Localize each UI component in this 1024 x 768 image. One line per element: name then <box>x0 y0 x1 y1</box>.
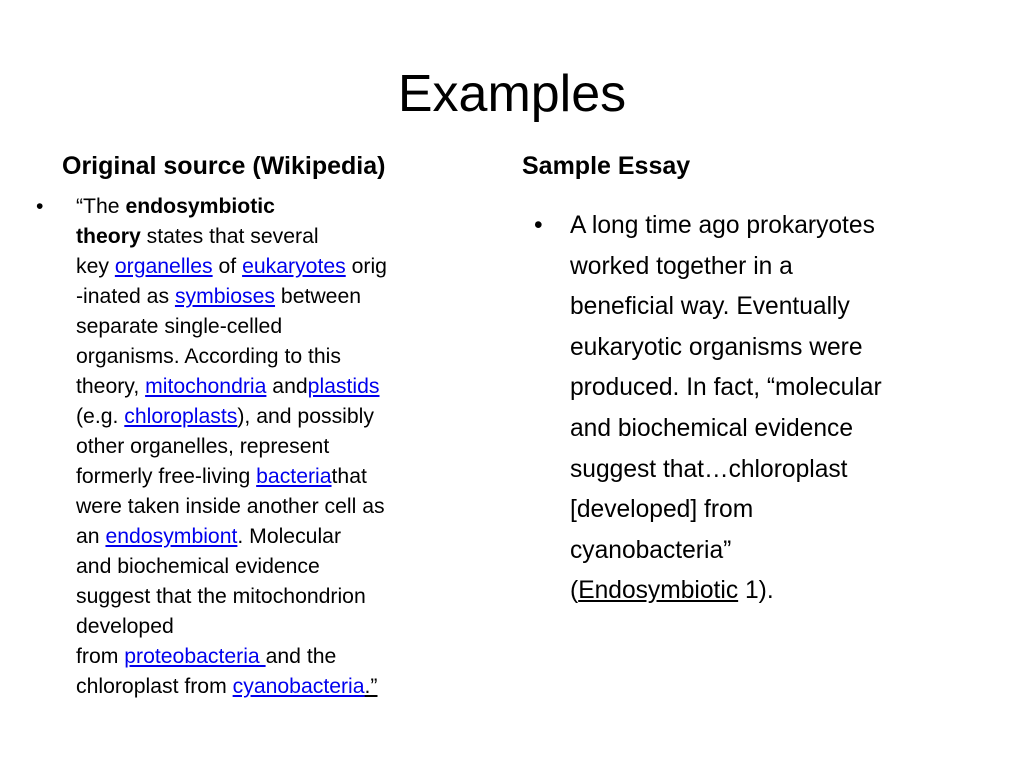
quote-line <box>76 522 506 552</box>
bullet-marker: • <box>534 212 543 239</box>
quote-line <box>76 402 506 432</box>
original-source-quote <box>36 192 506 702</box>
quote-line <box>76 222 506 252</box>
quote-line <box>76 282 506 312</box>
right-column-heading: Sample Essay <box>522 152 691 180</box>
left-column-heading: Original source (Wikipedia) <box>62 152 386 180</box>
slide-title: Examples <box>397 65 627 123</box>
quote-line: and biochemical evidence <box>76 555 320 578</box>
link-symbioses[interactable]: symbioses <box>174 285 276 308</box>
bold-term: endosymbiotic <box>125 195 275 218</box>
quote-line: were taken inside another cell as <box>76 495 385 518</box>
link-plastids[interactable]: plastids <box>307 375 380 398</box>
citation-endosymbiotic: Endosymbiotic <box>578 577 739 605</box>
quote-fragment: an <box>76 525 106 548</box>
quote-fragment: and <box>266 375 308 398</box>
quote-fragment: (e.g. <box>76 405 125 428</box>
essay-fragment: ( <box>570 577 579 605</box>
essay-line: worked together in a <box>570 252 793 280</box>
essay-line: suggest that…chloroplast <box>570 455 848 483</box>
quote-line <box>76 192 506 222</box>
bold-term: theory <box>76 225 141 248</box>
quote-fragment: . Molecular <box>237 525 342 548</box>
quote-line <box>76 462 506 492</box>
quote-text <box>76 192 506 702</box>
quote-fragment: orig <box>345 255 387 278</box>
quote-fragment: .” <box>364 675 378 698</box>
quote-fragment: between <box>275 285 362 308</box>
sample-essay <box>534 206 984 612</box>
quote-fragment: and the <box>265 645 337 668</box>
quote-fragment: key <box>76 255 115 278</box>
quote-fragment: from <box>76 645 125 668</box>
link-organelles[interactable]: organelles <box>114 255 213 278</box>
quote-line <box>76 642 506 672</box>
quote-fragment: of <box>212 255 243 278</box>
essay-line: [developed] from <box>570 496 754 524</box>
essay-line: A long time ago prokaryotes <box>570 212 875 239</box>
quote-line: suggest that the mitochondrion <box>76 585 366 608</box>
essay-line: and biochemical evidence <box>570 414 854 442</box>
essay-line: produced. In fact, “molecular <box>570 374 882 402</box>
quote-fragment: ), and possibly <box>237 405 374 428</box>
essay-line: cyanobacteria” <box>570 536 732 564</box>
quote-fragment: that <box>331 465 367 488</box>
quote-fragment: “The <box>76 195 126 218</box>
link-cyanobacteria[interactable]: cyanobacteria <box>232 675 365 698</box>
essay-line <box>570 571 982 612</box>
quote-fragment: -inated as <box>76 285 175 308</box>
link-chloroplasts[interactable]: chloroplasts <box>124 405 238 428</box>
quote-line: separate single-celled <box>76 315 283 338</box>
quote-fragment: chloroplast from <box>76 675 233 698</box>
quote-line <box>76 672 506 702</box>
quote-fragment: states that several <box>140 225 319 248</box>
quote-fragment: theory, <box>76 375 146 398</box>
quote-line: organisms. According to this <box>76 345 341 368</box>
link-eukaryotes[interactable]: eukaryotes <box>242 255 346 278</box>
link-proteobacteria[interactable]: proteobacteria <box>124 645 266 668</box>
link-mitochondria[interactable]: mitochondria <box>145 375 267 398</box>
essay-fragment: 1). <box>738 577 774 605</box>
link-bacteria[interactable]: bacteria <box>256 465 332 488</box>
quote-line <box>76 372 506 402</box>
bullet-marker: • <box>36 195 44 218</box>
quote-fragment: formerly free-living <box>76 465 257 488</box>
quote-line <box>76 252 506 282</box>
quote-line: other organelles, represent <box>76 435 330 458</box>
link-endosymbiont[interactable]: endosymbiont <box>105 525 238 548</box>
essay-text <box>570 206 982 612</box>
essay-line: eukaryotic organisms were <box>570 333 863 361</box>
quote-line: developed <box>76 615 174 638</box>
essay-line: beneficial way. Eventually <box>570 293 850 321</box>
